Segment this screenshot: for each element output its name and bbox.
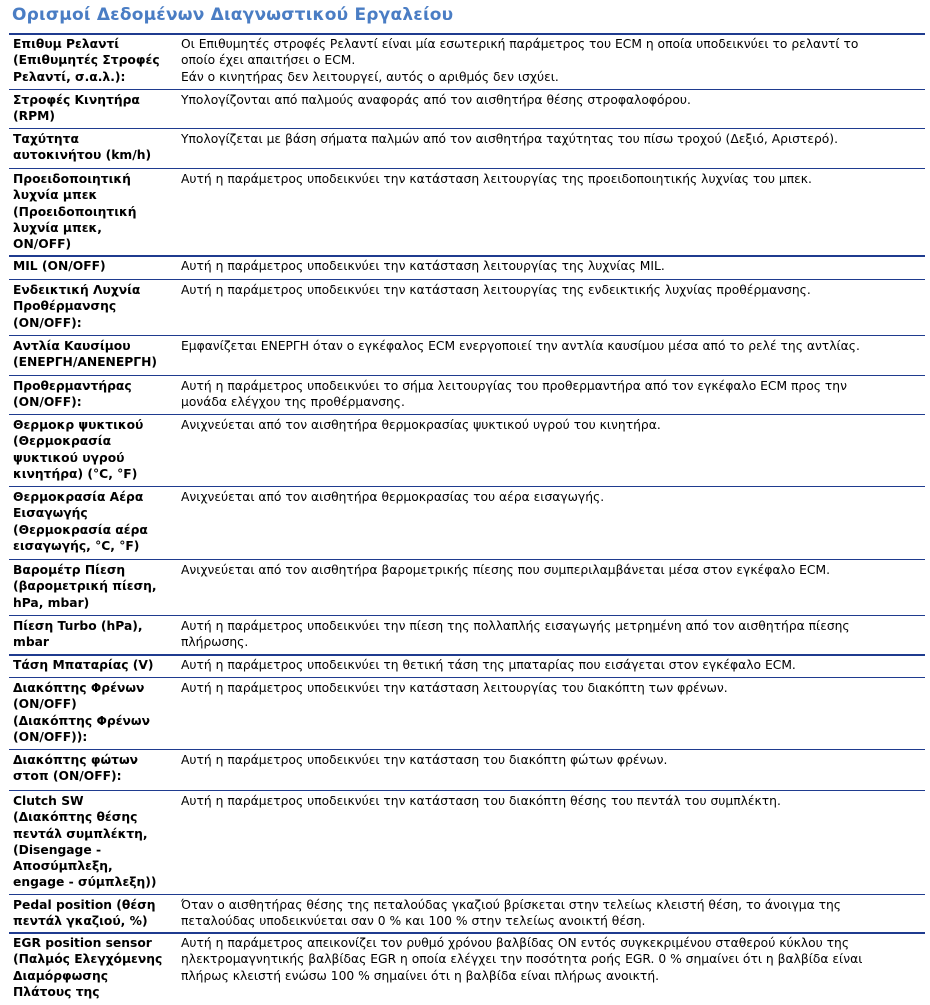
definition-description: Ανιχνεύεται από τον αισθητήρα θερμοκρασίας του αέρα εισαγωγής. — [181, 490, 605, 504]
definition-term: EGR position sensor (Παλμός Ελεγχόμενης Διαμόρφωσης Πλάτους της — [13, 936, 163, 999]
row-divider — [9, 790, 925, 791]
definition-description: Εμφανίζεται ΕΝΕΡΓΗ όταν ο εγκέφαλος ECM ενεργοποιεί την αντλία καυσίμου μέσα από το ρελέ της αντλίας. — [181, 339, 860, 353]
definition-description: Αυτή η παράμετρος υποδεικνύει την κατάσταση λειτουργίας της προειδοποιητικής λυχνίας του μπεκ. — [181, 172, 812, 186]
definition-term: Pedal position (θέση πεντάλ γκαζιού, %) — [13, 898, 156, 929]
definition-row — [9, 128, 925, 168]
row-divider — [9, 654, 925, 656]
definition-description: Αυτή η παράμετρος υποδεικνύει την κατάσταση του διακόπτη θέσης του πεντάλ του συμπλέκτη. — [181, 794, 781, 808]
definition-term: Επιθυμ Ρελαντί (Επιθυμητές Στροφές Ρελαντί, σ.α.λ.): — [13, 37, 160, 84]
row-divider — [9, 932, 925, 934]
definition-row — [9, 486, 925, 559]
row-divider — [9, 89, 925, 90]
definition-row — [9, 749, 925, 790]
definition-term: Clutch SW (Διακόπτης θέσης πεντάλ συμπλέκτη, (Disengage - Αποσύμπλεξη, engage - σύμπλεξη)) — [13, 794, 157, 890]
definition-term: Προθερμαντήρας (ON/OFF): — [13, 379, 132, 410]
definition-term: Θερμοκρασία Αέρα Εισαγωγής (Θερμοκρασία αέρα εισαγωγής, °C, °F) — [13, 490, 148, 553]
definition-row — [9, 335, 925, 375]
row-divider — [9, 749, 925, 750]
definition-term: Διακόπτης Φρένων (ON/OFF) (Διακόπτης Φρένων (ON/OFF)): — [13, 681, 151, 744]
row-divider — [9, 128, 925, 129]
row-divider — [9, 255, 925, 257]
definition-row — [9, 894, 925, 932]
row-divider — [9, 894, 925, 895]
definition-row — [9, 559, 925, 615]
definition-row — [9, 33, 925, 89]
row-divider — [9, 33, 925, 35]
definition-description: Υπολογίζονται από παλμούς αναφοράς από τον αισθητήρα θέσης στροφαλοφόρου. — [181, 93, 691, 107]
row-divider — [9, 375, 925, 376]
definition-description: Αυτή η παράμετρος απεικονίζει τον ρυθμό χρόνου βαλβίδας ON εντός συγκεκριμένου σταθερού κύκλου της ηλεκτρομαγνητικής βαλβίδας EGR η οποία ελέγχει την ποσότητα ροής EGR. 0 % σημαίνει ότι η βαλβίδα είναι πλήρως κλειστή ενώσω 100 % σημαίνει ότι η βαλβίδα είναι πλήρως ανοικτή. — [181, 936, 863, 983]
row-divider — [9, 279, 925, 280]
definition-term: Τάση Μπαταρίας (V) — [13, 658, 154, 672]
definition-row — [9, 414, 925, 486]
row-divider — [9, 677, 925, 678]
row-divider — [9, 559, 925, 560]
definition-term: Αντλία Καυσίμου (ΕΝΕΡΓΗ/ΑΝΕΝΕΡΓΗ) — [13, 339, 158, 370]
definition-description: Αυτή η παράμετρος υποδεικνύει την κατάσταση λειτουργίας του διακόπτη των φρένων. — [181, 681, 728, 695]
definition-description: Υπολογίζεται με βάση σήματα παλμών από τον αισθητήρα ταχύτητας του πίσω τροχού (Δεξιό, Αριστερό). — [181, 132, 839, 146]
definition-row — [9, 790, 925, 894]
definition-description: Ανιχνεύεται από τον αισθητήρα θερμοκρασίας ψυκτικού υγρού του κινητήρα. — [181, 418, 661, 432]
page-title: Ορισμοί Δεδομένων Διαγνωστικού Εργαλείου — [12, 5, 454, 25]
row-divider — [9, 414, 925, 415]
definition-row — [9, 375, 925, 414]
definition-row — [9, 255, 925, 279]
definition-description: Όταν ο αισθητήρας θέσης της πεταλούδας γκαζιού βρίσκεται στην τελείως κλειστή θέση, το άνοιγμα της πεταλούδας υποδεικνύεται σαν 0 % και 100 % στην τελείως ανοικτή θέση. — [181, 898, 842, 929]
definition-term: Ταχύτητα αυτοκινήτου (km/h) — [13, 132, 152, 163]
definition-term: Θερμοκρ ψυκτικού (Θερμοκρασία ψυκτικού υγρού κινητήρα) (°C, °F) — [13, 418, 144, 481]
definition-description: Αυτή η παράμετρος υποδεικνύει την κατάσταση λειτουργίας της ενδεικτικής λυχνίας προθέρμανσης. — [181, 283, 811, 297]
definition-row — [9, 677, 925, 749]
definition-description: Αυτή η παράμετρος υποδεικνύει το σήμα λειτουργίας του προθερμαντήρα από τον εγκέφαλο ECM προς την μονάδα ελέγχου της προθέρμανσης. — [181, 379, 847, 410]
definition-row — [9, 615, 925, 654]
row-divider — [9, 168, 925, 169]
definition-description: Αυτή η παράμετρος υποδεικνύει τη θετική τάση της μπαταρίας που εισάγεται στον εγκέφαλο ECM. — [181, 658, 796, 672]
definition-row — [9, 654, 925, 677]
definition-description: Αυτή η παράμετρος υποδεικνύει την κατάσταση λειτουργίας της λυχνίας MIL. — [181, 259, 665, 273]
definition-description: Οι Επιθυμητές στροφές Ρελαντί είναι μία εσωτερική παράμετρος του ECM η οποία υποδεικνύει το ρελαντί το οποίο έχει απαιτήσει ο ECM. Εάν ο κινητήρας δεν λειτουργεί, αυτός ο αριθμός δεν ισχύει. — [181, 37, 859, 84]
definition-term: Πίεση Turbo (hPa), mbar — [13, 619, 143, 650]
row-divider — [9, 335, 925, 336]
definition-term: Προειδοποιητική λυχνία μπεκ (Προειδοποιητική λυχνία μπεκ, ON/OFF) — [13, 172, 137, 252]
definition-description: Ανιχνεύεται από τον αισθητήρα βαρομετρικής πίεσης που συμπεριλαμβάνεται μέσα στον εγκέφαλο ECM. — [181, 563, 831, 577]
definition-row — [9, 932, 925, 1005]
definition-description: Αυτή η παράμετρος υποδεικνύει την πίεση της πολλαπλής εισαγωγής μετρημένη από τον αισθητήρα πίεσης πλήρωσης. — [181, 619, 850, 650]
definition-row — [9, 89, 925, 128]
definition-term: Βαρομέτρ Πίεση (βαρομετρική πίεση, hPa, mbar) — [13, 563, 157, 610]
definition-description: Αυτή η παράμετρος υποδεικνύει την κατάσταση του διακόπτη φώτων φρένων. — [181, 753, 668, 767]
definition-row — [9, 279, 925, 335]
definition-term: Ενδεικτική Λυχνία Προθέρμανσης (ON/OFF): — [13, 283, 141, 330]
definition-term: MIL (ON/OFF) — [13, 259, 106, 273]
row-divider — [9, 486, 925, 487]
definition-term: Στροφές Κινητήρα (RPM) — [13, 93, 140, 124]
definition-term: Διακόπτης φώτων στοπ (ON/OFF): — [13, 753, 139, 784]
definition-row — [9, 168, 925, 255]
row-divider — [9, 615, 925, 616]
